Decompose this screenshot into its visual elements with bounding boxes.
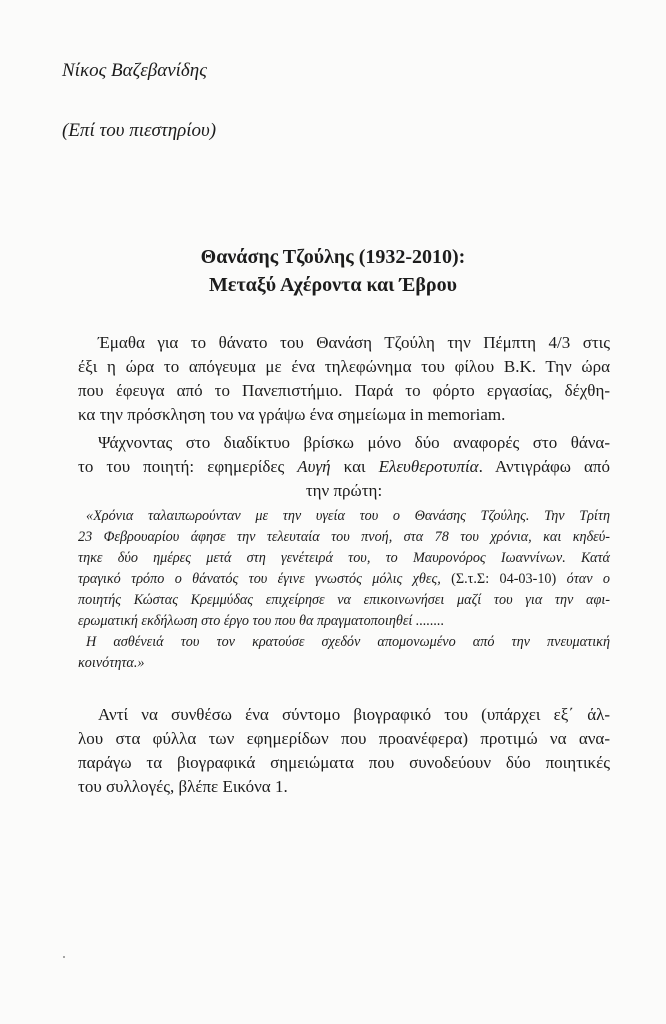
paragraph-2-line	[78, 455, 610, 479]
paragraph-1-line: που έφευγα από το Πανεπιστήμιο. Παρά το φόρτο εργασίας, δέχθη-	[78, 381, 610, 400]
paragraph-2-line: την πρώτη:	[305, 481, 383, 500]
article-title-line-1: Θανάσης Τζούλης (1932-2010):	[200, 246, 466, 268]
quote-line	[78, 569, 610, 590]
quote-line: «Χρόνια ταλαιπωρούνταν με την υγεία του ο Θανάσης Τζούλης. Την Τρίτη	[86, 508, 610, 524]
article-title-line-2: Μεταξύ Αχέροντα και Έβρου	[209, 274, 457, 296]
editor-note: (Σ.τ.Σ: 04-03-10)	[451, 571, 557, 587]
paragraph-2-text: το του ποιητή: εφημερίδες	[78, 457, 298, 476]
paragraph-1-line: έξι η ώρα το απόγευμα με ένα τηλεφώνημα του φίλου Β.Κ. Την ώρα	[78, 357, 610, 376]
quote-text: όταν ο	[556, 571, 610, 587]
newspaper-name: Αυγή	[297, 457, 331, 476]
paragraph-3-line: παράγω τα βιογραφικά σημειώματα που συνοδεύουν δύο ποιητικές	[78, 753, 610, 772]
publication-status: (Επί του πιεστηρίου)	[62, 120, 217, 141]
paragraph-2-line: Ψάχνοντας στο διαδίκτυο βρίσκω μόνο δύο αναφορές στο θάνα-	[98, 433, 610, 452]
scan-speck	[63, 956, 65, 958]
paragraph-1-line: Έμαθα για το θάνατο του Θανάση Τζούλη την Πέμπτη 4/3 στις	[98, 333, 610, 352]
quote-line: ερωματική εκδήλωση στο έργο του που θα πραγματοποιηθεί ........	[78, 613, 445, 629]
paragraph-3-line: λου στα φύλλα των εφημερίδων που προανέφερα) προτιμώ να ανα-	[78, 729, 610, 748]
paragraph-3-line: Αντί να συνθέσω ένα σύντομο βιογραφικό του (υπάρχει εξ΄ άλ-	[98, 705, 610, 724]
paragraph-3-line: του συλλογές, βλέπε Εικόνα 1.	[78, 777, 288, 796]
paragraph-2-text: και	[330, 457, 379, 476]
quote-line: Η ασθένειά του τον κρατούσε σχεδόν απομονωμένο από την πνευματική	[86, 634, 610, 650]
quote-line: 23 Φεβρουαρίου άφησε την τελευταία του πνοή, στα 78 του χρόνια, και κηδεύ-	[78, 529, 610, 545]
quote-line: κοινότητα.»	[78, 655, 145, 671]
author-name: Νίκος Βαζεβανίδης	[62, 60, 207, 81]
paragraph-2-text: . Αντιγράφω από	[478, 457, 611, 476]
quote-line: τηκε δύο ημέρες μετά στη γενέτειρά του, το Μαυρονόρος Ιωαννίνων. Κατά	[78, 550, 610, 566]
newspaper-name: Ελευθεροτυπία	[378, 457, 479, 476]
paragraph-1-line: κα την πρόσκληση του να γράψω ένα σημείωμα in memoriam.	[78, 405, 506, 424]
quote-line: ποιητής Κώστας Κρεμμύδας επιχείρησε να επικοινωνήσει μαζί του για την αφι-	[78, 592, 610, 608]
quote-text: τραγικό τρόπο ο θάνατός του έγινε γνωστός μόλις χθες,	[78, 571, 452, 587]
